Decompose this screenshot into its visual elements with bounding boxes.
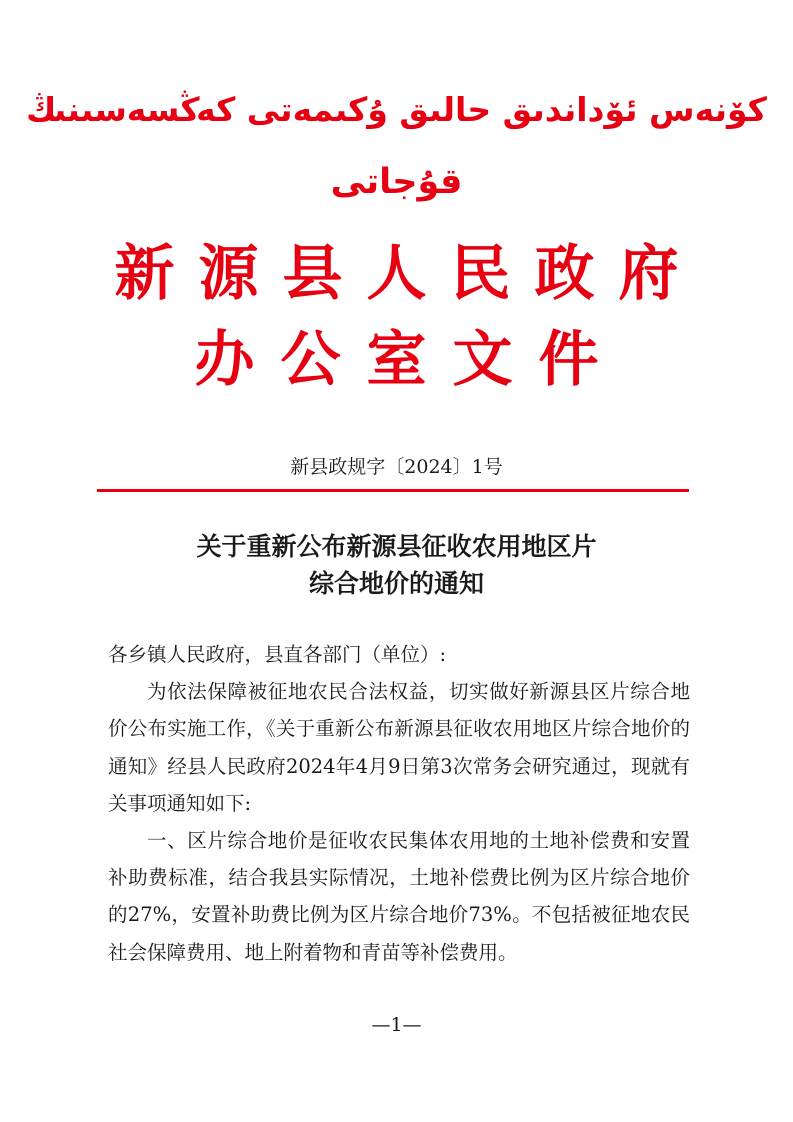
issuer-chinese-line-1: 新源县人民政府 [114,239,703,309]
issuer-uyghur-line-1: كۆنەس ئۆداندىق حالىق ۇكىمەتى كەڭسەسىنىڭ [26,90,767,129]
salutation: 各乡镇人民政府，县直各部门（单位）: [108,643,447,666]
document-body [108,636,690,971]
body-paragraph-1: 为依法保障被征地农民合法权益，切实做好新源县区片综合地价公布实施工作，《关于重新公布新源县征收农用地区片综合地价的通知》经县人民政府2024年4月9日第3次常务会研究通过，现就有关事项通知如下: [108,680,690,815]
page-number: —1— [371,1014,422,1036]
document-number: 新县政规字〔2024〕1号 [290,456,503,478]
red-divider-line [97,489,689,492]
issuer-uyghur-line-2: قۇجاتى [330,162,463,202]
body-paragraph-2: 一、区片综合地价是征收农民集体农用地的土地补偿费和安置补助费标准，结合我县实际情况，土地补偿费比例为区片综合地价的27%，安置补助费比例为区片综合地价73%。不包括被征地农民社会保障费用、地上附着物和青苗等补偿费用。 [108,829,690,964]
issuer-chinese-line-2: 办公室文件 [194,325,625,395]
document-title-line-2: 综合地价的通知 [308,569,484,598]
document-title-line-1: 关于重新公布新源县征收农用地区片 [196,532,597,561]
